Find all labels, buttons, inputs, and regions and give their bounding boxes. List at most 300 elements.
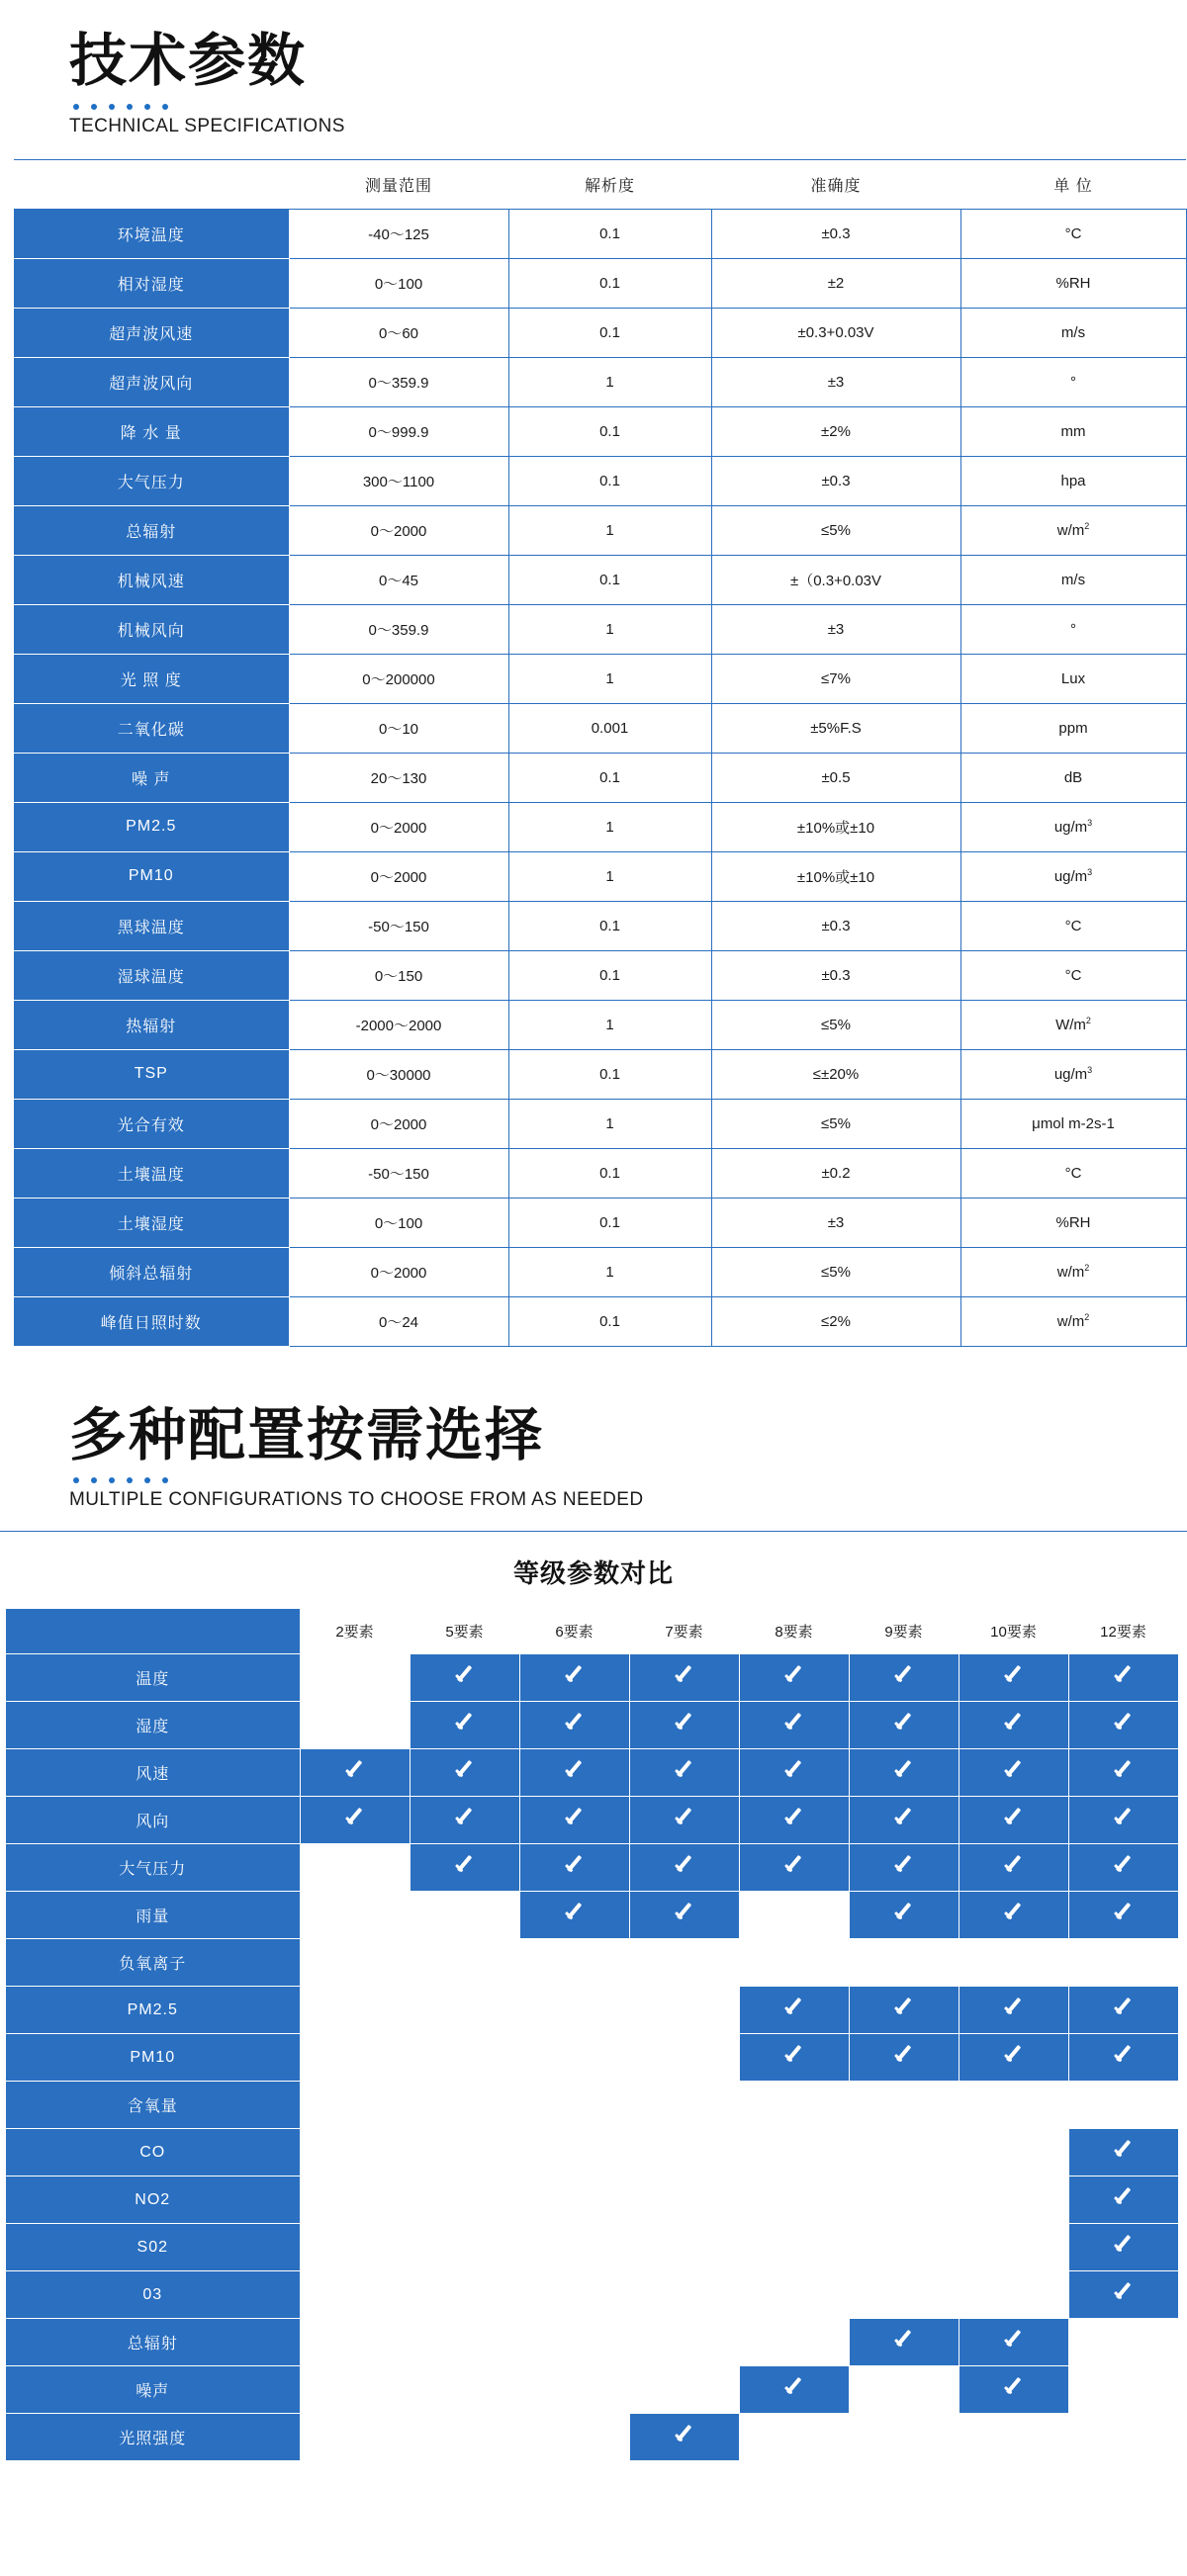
comparison-row bbox=[6, 2034, 1178, 2082]
comparison-row-name: 温度 bbox=[6, 1654, 300, 1702]
comparison-cell-empty bbox=[300, 2082, 410, 2129]
check-icon bbox=[891, 1900, 917, 1925]
check-icon bbox=[342, 1757, 368, 1783]
comparison-cell-empty bbox=[739, 2414, 849, 2461]
spec-row-range: -50～150 bbox=[289, 1148, 508, 1198]
spec-row-accuracy: ±（0.3+0.03V bbox=[711, 555, 960, 604]
comparison-cell-checked bbox=[1068, 1702, 1178, 1749]
comparison-cell-empty bbox=[410, 2366, 519, 2414]
spec-row-accuracy: ±0.5 bbox=[711, 753, 960, 802]
comparison-row-name: 大气压力 bbox=[6, 1844, 300, 1892]
spec-row-accuracy: ±0.3 bbox=[711, 456, 960, 505]
spec-row-unit: m/s bbox=[960, 555, 1186, 604]
comparison-row-name: 风速 bbox=[6, 1749, 300, 1797]
spec-row-unit: ° bbox=[960, 604, 1186, 654]
spec-row-unit: $ug/m^3$ bbox=[960, 851, 1186, 901]
comparison-cell-checked bbox=[629, 2414, 739, 2461]
check-icon bbox=[1111, 1805, 1137, 1830]
table-row bbox=[14, 950, 1186, 1000]
comparison-cell-checked bbox=[1068, 1892, 1178, 1939]
spec-row-accuracy: ≤2% bbox=[711, 1296, 960, 1346]
check-icon bbox=[781, 1805, 807, 1830]
comparison-row-name: 雨量 bbox=[6, 1892, 300, 1939]
spec-row-name: 大气压力 bbox=[14, 456, 289, 505]
spec-row-resolution: 0.1 bbox=[508, 1198, 711, 1247]
spec-row-range: 0～2000 bbox=[289, 802, 508, 851]
spec-row-unit: $W/m^2$ bbox=[960, 1000, 1186, 1049]
comparison-cell-empty bbox=[849, 2224, 959, 2271]
comparison-cell-empty bbox=[959, 2176, 1068, 2224]
comparison-cell-checked bbox=[410, 1749, 519, 1797]
spec-row-unit: hpa bbox=[960, 456, 1186, 505]
spec-row-resolution: 1 bbox=[508, 505, 711, 555]
comparison-cell-empty bbox=[410, 2224, 519, 2271]
table-row bbox=[14, 604, 1186, 654]
comparison-cell-checked bbox=[519, 1654, 629, 1702]
comparison-cell-checked bbox=[739, 1797, 849, 1844]
check-icon bbox=[891, 1710, 917, 1735]
check-icon bbox=[672, 1662, 697, 1688]
col-header-unit: 单 位 bbox=[960, 159, 1186, 209]
spec-row-unit: μmol m-2s-1 bbox=[960, 1099, 1186, 1148]
comparison-row bbox=[6, 2414, 1178, 2461]
table-row bbox=[14, 753, 1186, 802]
comparison-cell-checked bbox=[849, 1797, 959, 1844]
spec-row-range: 0～2000 bbox=[289, 851, 508, 901]
comparison-cell-checked bbox=[959, 1654, 1068, 1702]
comparison-cell-checked bbox=[300, 1797, 410, 1844]
check-icon bbox=[781, 1662, 807, 1688]
check-icon bbox=[891, 1757, 917, 1783]
spec-row-resolution: 0.1 bbox=[508, 753, 711, 802]
spec-row-range: 20～130 bbox=[289, 753, 508, 802]
comparison-row-name: 含氧量 bbox=[6, 2082, 300, 2129]
check-icon bbox=[891, 1995, 917, 2020]
spec-row-range: 0～100 bbox=[289, 258, 508, 308]
comparison-corner-cell bbox=[6, 1609, 300, 1654]
check-icon bbox=[781, 1710, 807, 1735]
comparison-cell-empty bbox=[519, 1987, 629, 2034]
configurations-subtitle: MULTIPLE CONFIGURATIONS TO CHOOSE FROM AS NEEDED bbox=[69, 1489, 644, 1511]
table-row bbox=[14, 1247, 1186, 1296]
comparison-cell-checked bbox=[849, 1654, 959, 1702]
comparison-cell-empty bbox=[300, 2129, 410, 2176]
spec-row-resolution: 1 bbox=[508, 357, 711, 406]
spec-row-accuracy: ≤5% bbox=[711, 1000, 960, 1049]
check-icon bbox=[891, 2042, 917, 2068]
comparison-cell-empty bbox=[519, 2224, 629, 2271]
comparison-cell-empty bbox=[300, 2271, 410, 2319]
comparison-cell-empty bbox=[739, 1939, 849, 1987]
spec-row-range: 0～200000 bbox=[289, 654, 508, 703]
spec-row-unit: °C bbox=[960, 209, 1186, 258]
comparison-row-name: CO bbox=[6, 2129, 300, 2176]
col-header-accuracy: 准确度 bbox=[711, 159, 960, 209]
comparison-cell-checked bbox=[739, 1844, 849, 1892]
spec-row-range: -2000～2000 bbox=[289, 1000, 508, 1049]
comparison-row bbox=[6, 2176, 1178, 2224]
spec-row-name: 光合有效 bbox=[14, 1099, 289, 1148]
check-icon bbox=[1001, 1852, 1027, 1878]
comparison-cell-empty bbox=[410, 2034, 519, 2082]
comparison-row-name: 噪声 bbox=[6, 2366, 300, 2414]
comparison-cell-empty bbox=[629, 2082, 739, 2129]
check-icon bbox=[342, 1805, 368, 1830]
comparison-cell-empty bbox=[959, 1939, 1068, 1987]
comparison-cell-checked bbox=[1068, 1797, 1178, 1844]
comparison-cell-empty bbox=[739, 2319, 849, 2366]
check-icon bbox=[562, 1900, 588, 1925]
comparison-row bbox=[6, 2366, 1178, 2414]
check-icon bbox=[1001, 1710, 1027, 1735]
spec-row-name: PM2.5 bbox=[14, 802, 289, 851]
comparison-header-row bbox=[6, 1609, 1178, 1654]
check-icon bbox=[1111, 1757, 1137, 1783]
comparison-cell-empty bbox=[1068, 2082, 1178, 2129]
table-header-row bbox=[14, 159, 1186, 209]
spec-row-resolution: 0.1 bbox=[508, 456, 711, 505]
spec-row-unit: $ug/m^3$ bbox=[960, 802, 1186, 851]
comparison-cell-checked bbox=[1068, 1844, 1178, 1892]
spec-row-resolution: 0.1 bbox=[508, 406, 711, 456]
spec-row-name: 二氧化碳 bbox=[14, 703, 289, 753]
check-icon bbox=[781, 1757, 807, 1783]
spec-row-resolution: 0.1 bbox=[508, 258, 711, 308]
spec-row-range: 0～359.9 bbox=[289, 604, 508, 654]
check-icon bbox=[1111, 1852, 1137, 1878]
spec-row-range: 0～359.9 bbox=[289, 357, 508, 406]
check-icon bbox=[672, 1805, 697, 1830]
comparison-cell-checked bbox=[519, 1844, 629, 1892]
comparison-cell-checked bbox=[739, 1654, 849, 1702]
comparison-cell-empty bbox=[629, 2176, 739, 2224]
comparison-cell-checked bbox=[959, 1987, 1068, 2034]
comparison-cell-checked bbox=[629, 1797, 739, 1844]
spec-row-name: 热辐射 bbox=[14, 1000, 289, 1049]
comparison-cell-checked bbox=[1068, 2271, 1178, 2319]
spec-row-name: 超声波风速 bbox=[14, 308, 289, 357]
spec-row-range: 300～1100 bbox=[289, 456, 508, 505]
comparison-cell-checked bbox=[629, 1844, 739, 1892]
spec-row-range: 0～150 bbox=[289, 950, 508, 1000]
comparison-cell-checked bbox=[519, 1892, 629, 1939]
comparison-row bbox=[6, 1654, 1178, 1702]
comparison-cell-empty bbox=[739, 2176, 849, 2224]
check-icon bbox=[1111, 2184, 1137, 2210]
spec-row-unit: %RH bbox=[960, 258, 1186, 308]
comparison-cell-empty bbox=[849, 1939, 959, 1987]
comparison-cell-empty bbox=[739, 2224, 849, 2271]
spec-row-accuracy: ±0.3 bbox=[711, 950, 960, 1000]
comparison-cell-empty bbox=[410, 1892, 519, 1939]
comparison-cell-empty bbox=[410, 2176, 519, 2224]
comparison-cell-checked bbox=[959, 1702, 1068, 1749]
comparison-cell-empty bbox=[959, 2129, 1068, 2176]
check-icon bbox=[1001, 2327, 1027, 2353]
comparison-cell-empty bbox=[300, 1844, 410, 1892]
spec-row-resolution: 0.1 bbox=[508, 1049, 711, 1099]
comparison-cell-empty bbox=[629, 2271, 739, 2319]
table-row bbox=[14, 654, 1186, 703]
spec-row-name: 超声波风向 bbox=[14, 357, 289, 406]
table-row bbox=[14, 1198, 1186, 1247]
comparison-cell-checked bbox=[1068, 2176, 1178, 2224]
spec-row-unit: $w/m^2$ bbox=[960, 505, 1186, 555]
comparison-cell-empty bbox=[410, 2414, 519, 2461]
comparison-cell-checked bbox=[849, 1749, 959, 1797]
comparison-cell-empty bbox=[959, 2082, 1068, 2129]
comparison-cell-checked bbox=[410, 1797, 519, 1844]
comparison-col-header: 8要素 bbox=[739, 1609, 849, 1654]
spec-row-range: -40～125 bbox=[289, 209, 508, 258]
spec-row-resolution: 1 bbox=[508, 1000, 711, 1049]
spec-row-unit: $w/m^2$ bbox=[960, 1296, 1186, 1346]
spec-row-unit: $ug/m^3$ bbox=[960, 1049, 1186, 1099]
comparison-cell-empty bbox=[519, 2414, 629, 2461]
comparison-cell-empty bbox=[629, 2034, 739, 2082]
configurations-title: 多种配置按需选择 bbox=[69, 1400, 545, 1468]
specifications-table bbox=[14, 159, 1187, 1347]
comparison-cell-empty bbox=[629, 2319, 739, 2366]
table-row bbox=[14, 406, 1186, 456]
spec-row-resolution: 0.1 bbox=[508, 1148, 711, 1198]
comparison-cell-empty bbox=[739, 1892, 849, 1939]
spec-row-resolution: 1 bbox=[508, 604, 711, 654]
spec-row-accuracy: ≤7% bbox=[711, 654, 960, 703]
spec-row-resolution: 1 bbox=[508, 802, 711, 851]
spec-row-name: 倾斜总辐射 bbox=[14, 1247, 289, 1296]
comparison-cell-checked bbox=[959, 1797, 1068, 1844]
comparison-cell-empty bbox=[849, 2082, 959, 2129]
comparison-cell-empty bbox=[519, 2176, 629, 2224]
check-icon bbox=[1001, 1805, 1027, 1830]
table-row bbox=[14, 555, 1186, 604]
configurations-header bbox=[0, 1347, 1187, 1512]
comparison-cell-empty bbox=[519, 1939, 629, 1987]
comparison-cell-checked bbox=[1068, 2129, 1178, 2176]
spec-row-unit: %RH bbox=[960, 1198, 1186, 1247]
check-icon bbox=[562, 1757, 588, 1783]
comparison-cell-checked bbox=[1068, 1749, 1178, 1797]
spec-row-range: 0～2000 bbox=[289, 1099, 508, 1148]
comparison-row bbox=[6, 1797, 1178, 1844]
comparison-row bbox=[6, 2129, 1178, 2176]
spec-row-unit: dB bbox=[960, 753, 1186, 802]
comparison-row-name: 03 bbox=[6, 2271, 300, 2319]
comparison-cell-checked bbox=[519, 1797, 629, 1844]
check-icon bbox=[1111, 2279, 1137, 2305]
comparison-row-name: 总辐射 bbox=[6, 2319, 300, 2366]
check-icon bbox=[452, 1710, 478, 1735]
check-icon bbox=[1001, 1662, 1027, 1688]
check-icon bbox=[891, 1662, 917, 1688]
comparison-cell-empty bbox=[519, 2129, 629, 2176]
comparison-cell-empty bbox=[300, 2224, 410, 2271]
spec-row-accuracy: ±10%或±10 bbox=[711, 802, 960, 851]
spec-row-accuracy: ≤5% bbox=[711, 1099, 960, 1148]
check-icon bbox=[1111, 2137, 1137, 2163]
check-icon bbox=[672, 1900, 697, 1925]
comparison-row bbox=[6, 1844, 1178, 1892]
check-icon bbox=[1001, 2374, 1027, 2400]
comparison-col-header: 2要素 bbox=[300, 1609, 410, 1654]
spec-row-resolution: 0.1 bbox=[508, 950, 711, 1000]
specifications-table-wrap bbox=[0, 159, 1187, 1347]
comparison-cell-empty bbox=[300, 1939, 410, 1987]
comparison-row bbox=[6, 1702, 1178, 1749]
comparison-cell-empty bbox=[519, 2082, 629, 2129]
comparison-row-name: PM2.5 bbox=[6, 1987, 300, 2034]
comparison-cell-checked bbox=[410, 1654, 519, 1702]
spec-row-resolution: 0.1 bbox=[508, 555, 711, 604]
check-icon bbox=[891, 2327, 917, 2353]
comparison-cell-checked bbox=[959, 2034, 1068, 2082]
comparison-cell-empty bbox=[739, 2082, 849, 2129]
spec-row-name: 土壤湿度 bbox=[14, 1198, 289, 1247]
table-row bbox=[14, 209, 1186, 258]
spec-row-accuracy: ±3 bbox=[711, 1198, 960, 1247]
comparison-row-name: 光照强度 bbox=[6, 2414, 300, 2461]
comparison-row bbox=[6, 2082, 1178, 2129]
spec-row-resolution: 0.1 bbox=[508, 209, 711, 258]
comparison-row-name: 湿度 bbox=[6, 1702, 300, 1749]
comparison-col-header: 12要素 bbox=[1068, 1609, 1178, 1654]
check-icon bbox=[452, 1757, 478, 1783]
check-icon bbox=[562, 1710, 588, 1735]
check-icon bbox=[562, 1662, 588, 1688]
comparison-col-header: 5要素 bbox=[410, 1609, 519, 1654]
table-row bbox=[14, 1000, 1186, 1049]
comparison-cell-checked bbox=[519, 1702, 629, 1749]
comparison-cell-checked bbox=[959, 1749, 1068, 1797]
comparison-cell-empty bbox=[959, 2224, 1068, 2271]
check-icon bbox=[781, 1995, 807, 2020]
spec-row-resolution: 1 bbox=[508, 851, 711, 901]
spec-row-name: 峰值日照时数 bbox=[14, 1296, 289, 1346]
spec-row-range: 0～30000 bbox=[289, 1049, 508, 1099]
spec-row-range: -50～150 bbox=[289, 901, 508, 950]
comparison-cell-checked bbox=[1068, 2224, 1178, 2271]
table-row bbox=[14, 1049, 1186, 1099]
comparison-cell-checked bbox=[1068, 2034, 1178, 2082]
spec-row-resolution: 0.1 bbox=[508, 901, 711, 950]
comparison-row-name: 负氧离子 bbox=[6, 1939, 300, 1987]
comparison-cell-empty bbox=[849, 2366, 959, 2414]
spec-row-accuracy: ≤±20% bbox=[711, 1049, 960, 1099]
comparison-cell-empty bbox=[1068, 2319, 1178, 2366]
comparison-row bbox=[6, 1892, 1178, 1939]
comparison-cell-empty bbox=[300, 2034, 410, 2082]
comparison-cell-checked bbox=[739, 2366, 849, 2414]
technical-specifications-header bbox=[0, 0, 1187, 137]
spec-row-name: 湿球温度 bbox=[14, 950, 289, 1000]
comparison-cell-empty bbox=[519, 2034, 629, 2082]
spec-row-unit: °C bbox=[960, 950, 1186, 1000]
comparison-cell-empty bbox=[410, 2271, 519, 2319]
comparison-cell-checked bbox=[849, 2034, 959, 2082]
comparison-cell-empty bbox=[629, 1987, 739, 2034]
check-icon bbox=[672, 2422, 697, 2447]
spec-row-resolution: 1 bbox=[508, 654, 711, 703]
comparison-cell-empty bbox=[300, 1987, 410, 2034]
comparison-cell-checked bbox=[629, 1892, 739, 1939]
table-row bbox=[14, 802, 1186, 851]
table-row bbox=[14, 901, 1186, 950]
comparison-row-name: PM10 bbox=[6, 2034, 300, 2082]
spec-row-accuracy: ±0.3 bbox=[711, 209, 960, 258]
spec-row-unit: m/s bbox=[960, 308, 1186, 357]
spec-row-unit: $w/m^2$ bbox=[960, 1247, 1186, 1296]
comparison-cell-checked bbox=[1068, 1987, 1178, 2034]
comparison-cell-checked bbox=[849, 1987, 959, 2034]
spec-row-name: 环境温度 bbox=[14, 209, 289, 258]
comparison-cell-empty bbox=[849, 2176, 959, 2224]
comparison-cell-empty bbox=[629, 2366, 739, 2414]
comparison-cell-checked bbox=[519, 1749, 629, 1797]
comparison-cell-empty bbox=[629, 2224, 739, 2271]
spec-row-range: 0～999.9 bbox=[289, 406, 508, 456]
table-row bbox=[14, 1296, 1186, 1346]
comparison-row bbox=[6, 2224, 1178, 2271]
spec-row-accuracy: ±2 bbox=[711, 258, 960, 308]
comparison-cell-empty bbox=[300, 1892, 410, 1939]
spec-row-range: 0～2000 bbox=[289, 1247, 508, 1296]
spec-row-unit: °C bbox=[960, 901, 1186, 950]
comparison-cell-empty bbox=[629, 2129, 739, 2176]
dot-divider bbox=[73, 104, 1187, 110]
check-icon bbox=[672, 1757, 697, 1783]
comparison-cell-empty bbox=[410, 1987, 519, 2034]
comparison-cell-empty bbox=[410, 2129, 519, 2176]
check-icon bbox=[891, 1852, 917, 1878]
comparison-cell-checked bbox=[739, 1749, 849, 1797]
table-row bbox=[14, 1148, 1186, 1198]
comparison-col-header: 9要素 bbox=[849, 1609, 959, 1654]
check-icon bbox=[1001, 1900, 1027, 1925]
table-row bbox=[14, 258, 1186, 308]
spec-row-unit: ppm bbox=[960, 703, 1186, 753]
comparison-cell-empty bbox=[849, 2414, 959, 2461]
comparison-cell-empty bbox=[1068, 2414, 1178, 2461]
check-icon bbox=[562, 1852, 588, 1878]
comparison-cell-checked bbox=[959, 1844, 1068, 1892]
comparison-cell-empty bbox=[410, 2082, 519, 2129]
page-title: 技术参数 bbox=[69, 27, 308, 94]
table-row bbox=[14, 703, 1186, 753]
spec-row-resolution: 1 bbox=[508, 1099, 711, 1148]
comparison-cell-checked bbox=[739, 1987, 849, 2034]
comparison-cell-checked bbox=[849, 1702, 959, 1749]
comparison-cell-empty bbox=[1068, 2366, 1178, 2414]
spec-row-accuracy: ±10%或±10 bbox=[711, 851, 960, 901]
spec-row-range: 0～100 bbox=[289, 1198, 508, 1247]
comparison-cell-checked bbox=[739, 1702, 849, 1749]
spec-row-name: PM10 bbox=[14, 851, 289, 901]
col-header-range: 测量范围 bbox=[289, 159, 508, 209]
spec-row-name: 机械风速 bbox=[14, 555, 289, 604]
comparison-row-name: S02 bbox=[6, 2224, 300, 2271]
comparison-row bbox=[6, 1939, 1178, 1987]
spec-row-accuracy: ±2% bbox=[711, 406, 960, 456]
comparison-cell-checked bbox=[849, 2319, 959, 2366]
spec-row-name: 光 照 度 bbox=[14, 654, 289, 703]
comparison-cell-empty bbox=[959, 2414, 1068, 2461]
spec-row-range: 0～10 bbox=[289, 703, 508, 753]
check-icon bbox=[452, 1805, 478, 1830]
check-icon bbox=[1111, 2042, 1137, 2068]
spec-row-accuracy: ±0.2 bbox=[711, 1148, 960, 1198]
check-icon bbox=[781, 2042, 807, 2068]
